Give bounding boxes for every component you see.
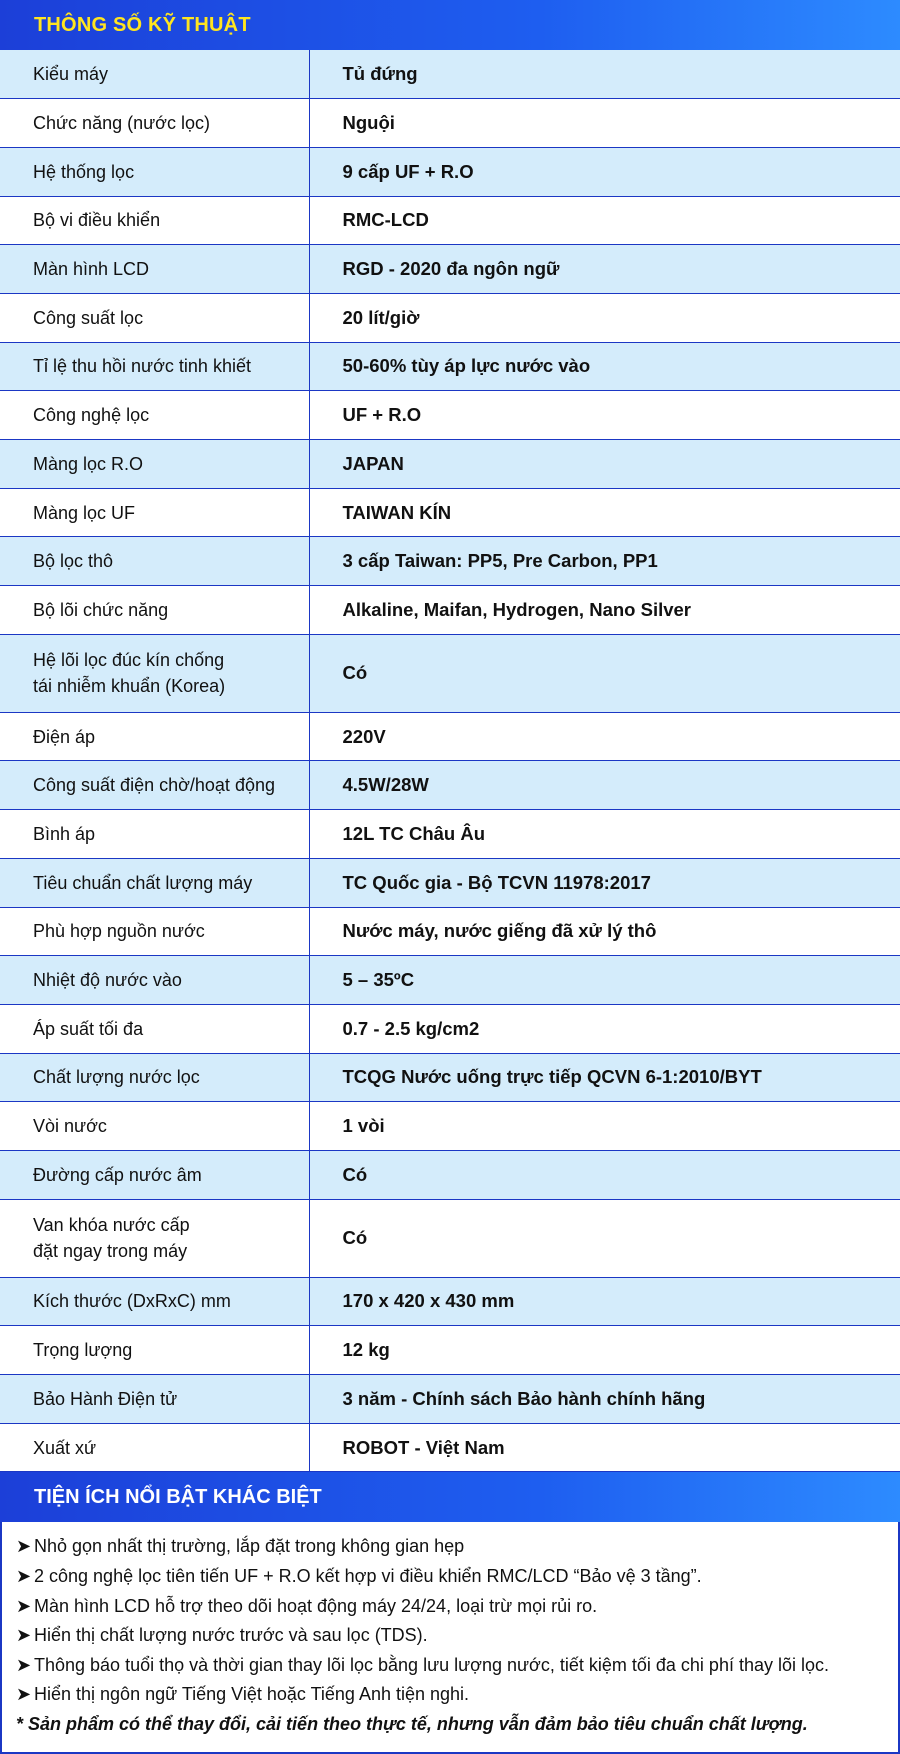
spec-value: 4.5W/28W [309,761,900,810]
feature-item [16,1621,890,1651]
spec-value: 12 kg [309,1326,900,1375]
spec-label: Màng lọc UF [0,488,309,537]
spec-value: TCQG Nước uống trực tiếp QCVN 6-1:2010/BYT [309,1053,900,1102]
spec-label: Van khóa nước cấp đặt ngay trong máy [0,1199,309,1277]
spec-value: 12L TC Châu Âu [309,810,900,859]
spec-value: TAIWAN KÍN [309,488,900,537]
spec-label: Bình áp [0,810,309,859]
spec-row [0,440,900,489]
spec-label: Áp suất tối đa [0,1004,309,1053]
spec-label: Phù hợp nguồn nước [0,907,309,956]
features-title: TIỆN ÍCH NỔI BẬT KHÁC BIỆT [34,1485,322,1508]
spec-row [0,1199,900,1277]
spec-value: Nguội [309,99,900,148]
spec-row [0,1102,900,1151]
spec-row [0,907,900,956]
arrow-icon: ➤ [16,1684,32,1705]
spec-value: 9 cấp UF + R.O [309,147,900,196]
spec-row [0,858,900,907]
specs-title: THÔNG SỐ KỸ THUẬT [34,13,251,36]
spec-row [0,634,900,712]
spec-label: Tiêu chuẩn chất lượng máy [0,858,309,907]
spec-row [0,956,900,1005]
spec-row [0,712,900,761]
spec-value: 0.7 - 2.5 kg/cm2 [309,1004,900,1053]
spec-label: Hệ lõi lọc đúc kín chống tái nhiễm khuẩn (Korea) [0,634,309,712]
arrow-icon: ➤ [16,1565,32,1586]
spec-value: TC Quốc gia - Bộ TCVN 11978:2017 [309,858,900,907]
spec-row [0,1277,900,1326]
arrow-icon: ➤ [16,1654,32,1675]
specs-header [0,0,900,50]
spec-row [0,1375,900,1424]
spec-label: Bảo Hành Điện tử [0,1375,309,1424]
spec-label: Công nghệ lọc [0,391,309,440]
spec-label: Công suất lọc [0,293,309,342]
specs-table [0,50,900,1472]
spec-label: Bộ lọc thô [0,537,309,586]
spec-label: Màng lọc R.O [0,440,309,489]
features-list [0,1522,900,1754]
feature-text: Thông báo tuổi thọ và thời gian thay lõi lọc bằng lưu lượng nước, tiết kiệm tối đa chi phí thay lõi lọc. [34,1654,829,1675]
spec-label: Tỉ lệ thu hồi nước tinh khiết [0,342,309,391]
spec-value: Có [309,634,900,712]
feature-text: Nhỏ gọn nhất thị trường, lắp đặt trong không gian hẹp [34,1536,465,1557]
arrow-icon: ➤ [16,1536,32,1557]
spec-value: Nước máy, nước giếng đã xử lý thô [309,907,900,956]
spec-value: 220V [309,712,900,761]
spec-row [0,537,900,586]
feature-text: Hiển thị ngôn ngữ Tiếng Việt hoặc Tiếng Anh tiện nghi. [34,1684,470,1705]
spec-row [0,1423,900,1472]
spec-value: Có [309,1150,900,1199]
spec-label: Xuất xứ [0,1423,309,1472]
spec-label: Trọng lượng [0,1326,309,1375]
spec-row [0,1053,900,1102]
spec-label: Vòi nước [0,1102,309,1151]
spec-row [0,342,900,391]
spec-value: 170 x 420 x 430 mm [309,1277,900,1326]
spec-label: Đường cấp nước âm [0,1150,309,1199]
spec-value: UF + R.O [309,391,900,440]
feature-item [16,1532,890,1562]
feature-text: 2 công nghệ lọc tiên tiến UF + R.O kết hợp vi điều khiển RMC/LCD “Bảo vệ 3 tầng”. [34,1565,702,1586]
spec-label: Nhiệt độ nước vào [0,956,309,1005]
spec-row [0,1150,900,1199]
spec-row [0,293,900,342]
spec-value: Alkaline, Maifan, Hydrogen, Nano Silver [309,586,900,635]
spec-label: Công suất điện chờ/hoạt động [0,761,309,810]
spec-label: Chất lượng nước lọc [0,1053,309,1102]
spec-value: ROBOT - Việt Nam [309,1423,900,1472]
spec-row [0,147,900,196]
spec-row [0,1326,900,1375]
spec-label: Chức năng (nước lọc) [0,99,309,148]
arrow-icon: ➤ [16,1595,32,1616]
spec-value: Tủ đứng [309,50,900,99]
spec-label: Hệ thống lọc [0,147,309,196]
spec-value: 20 lít/giờ [309,293,900,342]
spec-row [0,99,900,148]
spec-value: Có [309,1199,900,1277]
spec-label: Bộ vi điều khiển [0,196,309,245]
feature-item [16,1680,890,1710]
spec-row [0,245,900,294]
feature-item [16,1651,890,1681]
spec-label: Điện áp [0,712,309,761]
spec-value: RMC-LCD [309,196,900,245]
spec-label: Kích thước (DxRxC) mm [0,1277,309,1326]
spec-row [0,1004,900,1053]
spec-value: 50-60% tùy áp lực nước vào [309,342,900,391]
spec-row [0,810,900,859]
disclaimer-note: * Sản phẩm có thể thay đổi, cải tiến theo thực tế, nhưng vẫn đảm bảo tiêu chuẩn chất lượng. [16,1713,808,1734]
spec-row [0,391,900,440]
spec-label: Bộ lõi chức năng [0,586,309,635]
spec-value: 3 cấp Taiwan: PP5, Pre Carbon, PP1 [309,537,900,586]
spec-row [0,196,900,245]
feature-text: Hiển thị chất lượng nước trước và sau lọc (TDS). [34,1625,428,1646]
spec-label: Kiểu máy [0,50,309,99]
spec-label: Màn hình LCD [0,245,309,294]
spec-value: 5 – 35ºC [309,956,900,1005]
spec-value: 3 năm - Chính sách Bảo hành chính hãng [309,1375,900,1424]
feature-item [16,1592,890,1622]
spec-value: 1 vòi [309,1102,900,1151]
spec-row [0,488,900,537]
spec-row [0,50,900,99]
spec-value: JAPAN [309,440,900,489]
arrow-icon: ➤ [16,1625,32,1646]
spec-value: RGD - 2020 đa ngôn ngữ [309,245,900,294]
features-header [0,1472,900,1522]
feature-text: Màn hình LCD hỗ trợ theo dõi hoạt động máy 24/24, loại trừ mọi rủi ro. [34,1595,598,1616]
spec-row [0,586,900,635]
feature-item [16,1562,890,1592]
spec-row [0,761,900,810]
